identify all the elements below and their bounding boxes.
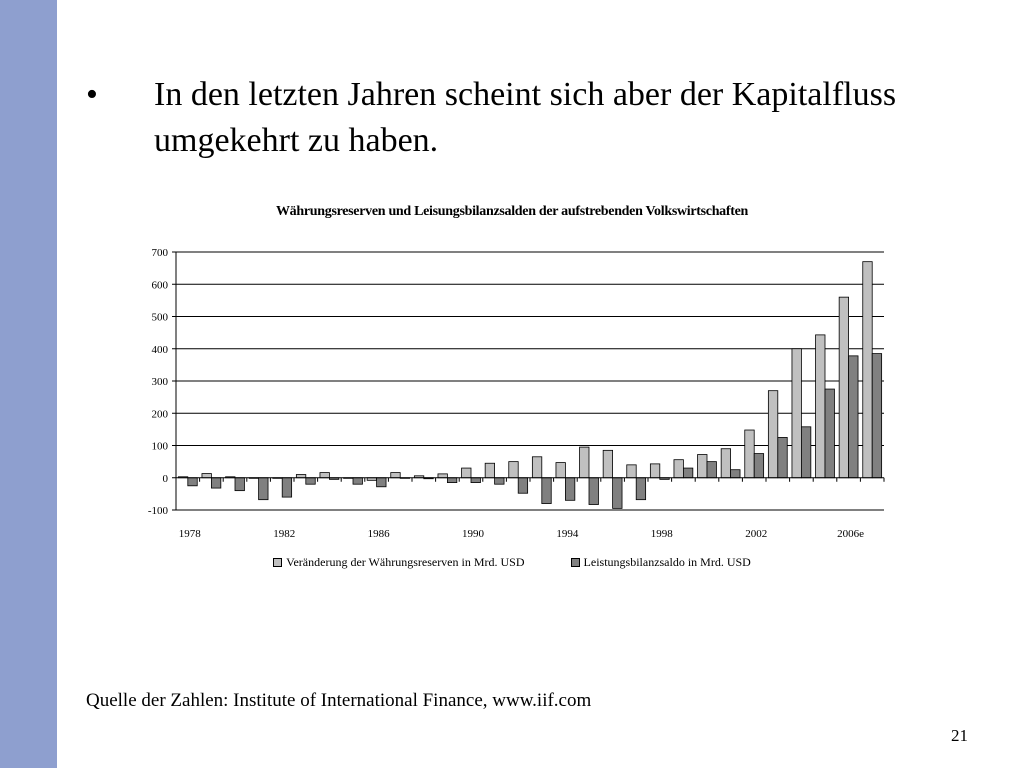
chart-legend bbox=[100, 554, 924, 570]
bar-current-account bbox=[282, 478, 291, 497]
y-tick-label: 600 bbox=[151, 279, 168, 292]
bar-current-account bbox=[377, 478, 386, 487]
bar-current-account bbox=[565, 478, 574, 501]
bar-current-account bbox=[731, 470, 740, 478]
y-tick-label: 700 bbox=[151, 247, 168, 259]
bar-current-account bbox=[471, 478, 480, 483]
bar-reserves bbox=[627, 465, 636, 478]
bar-current-account bbox=[235, 478, 244, 491]
bar-current-account bbox=[259, 478, 268, 500]
bar-reserves bbox=[768, 391, 777, 478]
bar-current-account bbox=[188, 478, 197, 486]
bar-reserves bbox=[509, 462, 518, 478]
x-tick-label: 2006e bbox=[837, 528, 865, 540]
bar-current-account bbox=[801, 427, 810, 478]
y-tick-label: 300 bbox=[151, 376, 168, 388]
bar-current-account bbox=[495, 478, 504, 484]
x-tick-label: 1982 bbox=[273, 528, 296, 540]
bar-current-account bbox=[518, 478, 527, 493]
bar-reserves bbox=[485, 463, 494, 478]
bar-reserves bbox=[202, 474, 211, 478]
bar-current-account bbox=[306, 478, 315, 484]
x-tick-label: 1986 bbox=[367, 528, 390, 540]
x-tick-label: 2002 bbox=[745, 528, 768, 540]
bar-current-account bbox=[447, 478, 456, 483]
bar-reserves bbox=[532, 457, 541, 478]
bar-current-account bbox=[613, 478, 622, 509]
bar-reserves bbox=[721, 449, 730, 478]
y-tick-label: -100 bbox=[147, 505, 168, 517]
chart-title: Währungsreserven und Leisungsbilanzsalden der aufstrebenden Volkswirtschaften bbox=[275, 204, 749, 219]
bar-current-account bbox=[778, 437, 787, 477]
source-note: Quelle der Zahlen: Institute of International Finance, www.iif.com bbox=[86, 690, 592, 711]
bar-reserves bbox=[698, 455, 707, 478]
legend-label-current-account: Leistungsbilanzsaldo in Mrd. USD bbox=[583, 555, 751, 569]
bullet-symbol: • bbox=[86, 76, 98, 113]
bar-reserves bbox=[580, 447, 589, 478]
bar-current-account bbox=[353, 478, 362, 484]
legend-swatch-current-account bbox=[571, 558, 580, 567]
legend-item-current-account bbox=[571, 554, 751, 570]
bar-reserves bbox=[792, 349, 801, 478]
bar-reserves bbox=[462, 468, 471, 478]
legend-swatch-reserves bbox=[273, 558, 282, 567]
bar-current-account bbox=[825, 389, 834, 478]
bar-current-account bbox=[872, 354, 881, 478]
bullet-text: In den letzten Jahren scheint sich aber der Kapitalfluss umgekehrt zu haben. bbox=[154, 76, 897, 159]
bar-current-account bbox=[754, 454, 763, 478]
y-tick-label: 500 bbox=[151, 311, 168, 324]
legend-item-reserves bbox=[273, 554, 524, 570]
bar-reserves bbox=[745, 430, 754, 478]
bar-reserves bbox=[674, 460, 683, 478]
y-tick-label: 100 bbox=[151, 440, 168, 453]
bar-current-account bbox=[542, 478, 551, 504]
bar-current-account bbox=[589, 478, 598, 505]
x-tick-label: 1990 bbox=[462, 528, 484, 540]
y-tick-label: 200 bbox=[151, 408, 168, 421]
bar-reserves bbox=[556, 463, 565, 478]
y-tick-label: 400 bbox=[151, 343, 168, 356]
bar-current-account bbox=[636, 478, 645, 500]
bar-reserves bbox=[650, 464, 659, 478]
bar-reserves bbox=[391, 473, 400, 478]
bar-reserves bbox=[839, 297, 848, 478]
bar-current-account bbox=[211, 478, 220, 488]
bar-reserves bbox=[438, 474, 447, 478]
bar-current-account bbox=[683, 468, 692, 478]
x-tick-label: 1998 bbox=[650, 528, 673, 540]
x-tick-label: 1978 bbox=[178, 528, 201, 540]
bar-reserves bbox=[816, 335, 825, 478]
bar-reserves bbox=[603, 450, 612, 477]
y-tick-label: 0 bbox=[162, 472, 168, 485]
legend-label-reserves: Veränderung der Währungsreserven in Mrd. USD bbox=[286, 555, 525, 569]
bar-reserves bbox=[863, 262, 872, 478]
bar-reserves bbox=[320, 473, 329, 478]
page-number: 21 bbox=[951, 726, 968, 745]
bar-current-account bbox=[849, 356, 858, 478]
x-tick-label: 1994 bbox=[556, 528, 579, 540]
bar-current-account bbox=[707, 462, 716, 478]
